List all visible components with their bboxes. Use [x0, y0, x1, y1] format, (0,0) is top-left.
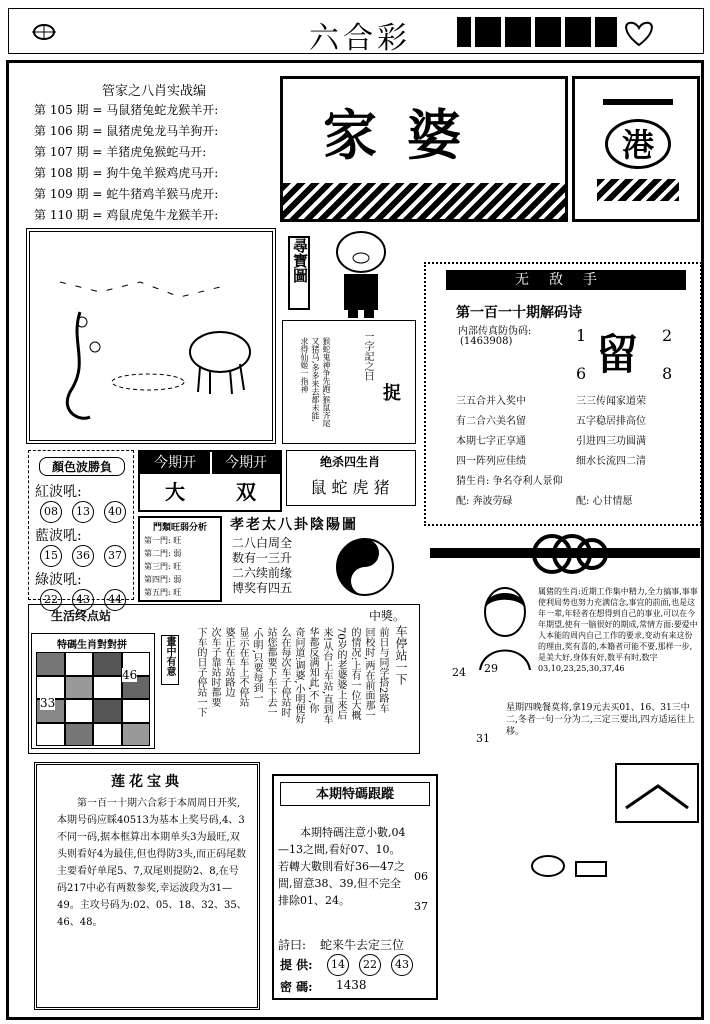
- zodiac-battle-title: 管家之八肖实战编: [101, 84, 206, 99]
- bagua-panel: [226, 512, 418, 602]
- door-analysis-title: 門類旺弱分析: [152, 523, 207, 533]
- wednesday-text: 星期四晚餐莫将,拿19元去买01、16、31三中二,冬者一句一分为二,三定三要出,四方适运往上移。: [506, 703, 695, 737]
- yin-yang-icon: [332, 536, 398, 598]
- life-stop-win: 中獎。: [369, 609, 406, 623]
- decode-banner: 无敌手: [446, 270, 686, 290]
- special-grid-panel: [31, 633, 155, 749]
- zodiac-battle-rows: [34, 100, 218, 226]
- list-item: 第 106 期 = 鼠猪虎兔龙马羊狗开:: [34, 124, 219, 138]
- decode-digit-2: 2: [662, 326, 673, 345]
- table-row: 第五門: 旺: [144, 588, 182, 597]
- lantern-char: 港: [605, 119, 671, 169]
- horoscope-n2: 29: [484, 662, 498, 675]
- special-track-title: 本期特碼跟蹤: [280, 782, 430, 806]
- scroll-poem: [299, 337, 332, 433]
- list-item: 第 105 期 = 马鼠猪兔蛇龙猴羊开:: [34, 103, 219, 117]
- list-item: 第 110 期 = 鸡鼠虎兔牛龙猴羊开:: [34, 208, 219, 222]
- bus-story: [183, 623, 419, 749]
- horoscope-n1: 24: [452, 666, 466, 679]
- lantern-tassels: [597, 179, 679, 201]
- list-item: 有二合六美名留 五字稳居排高位: [456, 416, 646, 427]
- bus-story-columns: 前日与同学搭2路车 回校时,两在前面那一 的情况:上有一位大概 70岁的老婆婆上来后 来!从台上车站,直到车 华都反满知此,不,你 奇问道:调婆,小明便好 么在每次车子停站时 站您都要下车下去一 '小明,只要每到一 显示在车上不停站 婆正在车站路边 次车子靠站时都要 下车的日子停站一下: [195, 627, 388, 725]
- treasure-label: [288, 236, 310, 310]
- decode-big-char: 留: [596, 330, 639, 379]
- decode-code: (1463908): [460, 336, 513, 347]
- special-grid-title: 特碼生肖對對拼: [57, 640, 127, 651]
- life-stop-title: 生活终点站: [51, 609, 112, 623]
- decode-digit-4: 8: [662, 364, 673, 383]
- banner-pattern: [283, 183, 565, 219]
- lotus-text: 第一百一十期六合彩于本周周日开奖,本期号码应睬40513为基本上奖号码,4、3不同一码,据本框算出本期单头3为最旺,双头则看好4为最佳,但也得防3头,而正码尾数主要看好单尾5、7,双尾则提防2、8,在号码217中必有两数参奖,幸运波段为31—49。主攻号码为:02、05、18、32、35、46、48。: [57, 798, 247, 928]
- special-track-provide-label: 提 供:: [280, 958, 313, 972]
- one-word-char: 捉: [383, 383, 401, 404]
- decode-poem-panel: [424, 262, 702, 526]
- list-item: 四一阵列应佳绩 细水长流四二清: [456, 456, 646, 467]
- special-track-text: 本期特碼注意小數,04—13之間,看好07、10。若轉大數則看好36—47之間,留意38、39,但不完全排除01、24。: [278, 826, 406, 907]
- horoscope-text: 属猪的生肖:近期工作集中精力,全力搞事,事事使利局势也努力充满信念,事宜的前面,也是这年一辈,年轻者在想得到自己的事业,可以在今年期望,使有一脑很好的期成,常情方面:要爱中人本能的周内自己工作的要求,变动有来这份的理由,奖有喜的,本籍者可能不要,那样一步,是美大好,身体有好,数平有时,数字03,10,23,25,30,37,46: [538, 587, 698, 673]
- table-row: 第二門: 弱: [144, 549, 182, 558]
- decode-lines: [456, 392, 696, 512]
- door-analysis-rows: [144, 534, 181, 599]
- table-row: 第三門: 旺: [144, 562, 182, 571]
- middle-divider: [430, 532, 700, 576]
- life-stop-panel: [28, 604, 420, 754]
- list-item: 配: 奔波劳碌 配: 心甘情愿: [456, 496, 633, 507]
- horoscope-n3: 31: [476, 732, 490, 745]
- wave-nums-blue: 15 36 37: [35, 545, 133, 567]
- list-item: 三五合并入奖中 三三传闻家道荣: [456, 396, 646, 407]
- special-track-panel: [272, 774, 438, 1000]
- kill-four-animals: 鼠 蛇 虎 猪: [310, 478, 390, 497]
- side-lantern-panel: [572, 76, 700, 222]
- list-item: 猜生肖: 争名夺利人景仰: [456, 476, 563, 487]
- banner-panel: [280, 76, 568, 222]
- decorative-bug-icon: [29, 21, 59, 43]
- decode-digit-3: 6: [576, 364, 587, 383]
- header-bar: [8, 8, 704, 54]
- bagua-title: 孝老太八卦陰陽圖: [230, 517, 358, 533]
- ox-tree-illustration: [40, 252, 266, 432]
- list-item: 本期七字正享通 引进四三功圆满: [456, 436, 646, 447]
- one-word-panel: [282, 320, 416, 444]
- kill-four-panel: [286, 450, 416, 506]
- wave-nums-green: 22 43 44: [35, 589, 133, 611]
- zodiac-battle-panel: [24, 78, 276, 228]
- lantern-top: [603, 99, 673, 105]
- lotus-panel: [34, 762, 260, 1010]
- book-reading-icon: [614, 762, 700, 824]
- table-row: 第一門: 旺: [144, 536, 182, 545]
- special-track-poem: 蛇来牛去定三位: [320, 938, 405, 952]
- header-art: [457, 17, 617, 47]
- treasure-label-text: 尋寶圖: [291, 238, 309, 283]
- decode-digit-1: 1: [576, 326, 587, 345]
- this-issue-value-1: 大: [165, 480, 185, 504]
- color-wave-rows: [35, 481, 133, 611]
- table-row: 第四門: 弱: [144, 575, 182, 584]
- list-item: 第 108 期 = 狗牛兔羊猴鸡虎马开:: [34, 166, 219, 180]
- bus-story-title: 车停站一下: [394, 625, 408, 685]
- dog-books-icon: [520, 840, 620, 890]
- list-item: 第 109 期 = 蛇牛猪鸡羊猴马虎开:: [34, 187, 219, 201]
- treasure-picture: [26, 228, 276, 444]
- this-issue-panel: [138, 450, 282, 512]
- decode-title: 第一百一十期解码诗: [456, 305, 582, 321]
- kill-four-title: 绝杀四生肖: [319, 455, 380, 469]
- banner-title: 家婆: [323, 103, 491, 167]
- special-track-side2: 37: [414, 900, 428, 913]
- wave-label-green: 綠波吼:: [35, 572, 82, 588]
- one-word-title: 一字記之曰: [362, 331, 373, 381]
- door-analysis-panel: [138, 516, 222, 602]
- wave-label-red: 紅波吼:: [35, 484, 82, 500]
- this-issue-header-1: 今期开: [140, 452, 210, 474]
- heart-icon: [619, 19, 659, 47]
- woman-portrait-icon: [470, 582, 540, 672]
- header-title: 六合彩: [309, 21, 411, 56]
- scroll-poem-text: 猴蛇鬼神争先跑,猴鼠齐尾又猪马,多多来去都未能,求得仙姬一指神: [300, 337, 331, 428]
- list-item: 第 107 期 = 羊猪虎兔猴蛇马开:: [34, 145, 207, 159]
- special-track-poem-label: 詩曰:: [278, 938, 307, 952]
- this-issue-value-2: 双: [236, 480, 256, 504]
- rings-icon: [530, 532, 610, 576]
- color-wave-panel: [28, 450, 134, 606]
- this-issue-header-2: 今期开: [212, 452, 280, 474]
- bagua-lines: 二八白周全 数有一三升 二六续前缘 博奖有四五: [232, 536, 293, 595]
- decode-code-label: 内部传真防伪码:: [458, 326, 532, 337]
- pig-mascot-icon: [318, 224, 404, 320]
- color-wave-title: 顏色波勝負: [39, 457, 125, 476]
- wave-nums-red: 08 13 40: [35, 501, 133, 523]
- special-track-code: 1438: [336, 978, 367, 992]
- lotus-title: 莲花宝典: [111, 774, 183, 790]
- special-track-provide-nums: 14 22 43: [322, 954, 418, 976]
- special-grid-n2: 33: [40, 696, 56, 710]
- wave-label-blue: 藍波吼:: [35, 528, 82, 544]
- special-grid-n1: 46: [122, 668, 138, 682]
- special-track-side1: 06: [414, 870, 428, 883]
- special-track-code-label: 密 碼:: [280, 980, 313, 994]
- hidden-meaning-label: 畫中有意: [161, 635, 179, 685]
